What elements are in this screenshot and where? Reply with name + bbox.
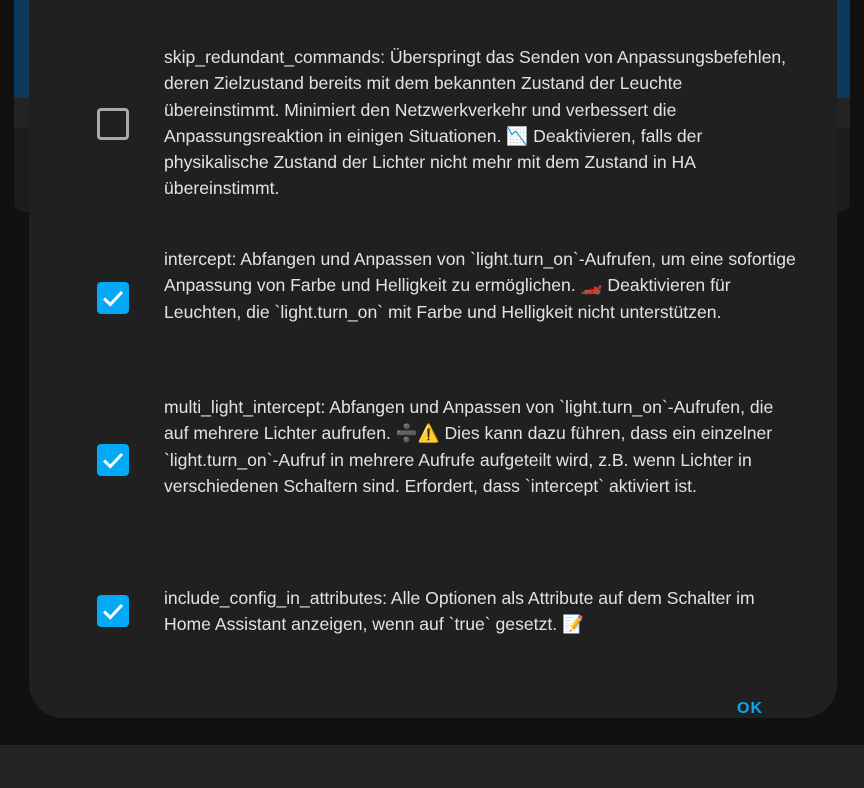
checkbox-multi-light-intercept[interactable] [97,444,129,476]
checkbox-skip-redundant-commands[interactable] [97,108,129,140]
checkbox-intercept[interactable] [97,282,129,314]
option-label: multi_light_intercept: Abfangen und Anpassen von `light.turn_on`-Aufrufen, die auf mehrere Lichter aufrufen. ➗⚠️ Dies kann dazu führen, dass ein einzelner `light.turn_on`-Aufruf in mehrere Aufrufe aufgeteilt wird, z.B. wenn Lichter in verschiedenen Schaltern sind. Erfordert, dass `intercept` aktiviert ist. [164,397,774,496]
options-dialog [29,0,837,718]
checkmark-icon [101,448,125,472]
option-label: include_config_in_attributes: Alle Optionen als Attribute auf dem Schalter im Home Assistant anzeigen, wenn auf `true` gesetzt. 📝 [164,588,755,635]
ok-button[interactable]: OK [737,700,767,718]
checkmark-icon [101,286,125,310]
bottom-bar [0,745,864,788]
checkbox-include-config-in-attributes[interactable] [97,595,129,627]
option-label: intercept: Abfangen und Anpassen von `light.turn_on`-Aufrufen, um eine sofortige Anpassung von Farbe und Helligkeit zu ermöglichen. 🏎️ Deaktivieren für Leuchten, die `light.turn_on` mit Farbe und Helligkeit nicht unterstützen. [164,249,796,322]
option-label: skip_redundant_commands: Überspringt das Senden von Anpassungsbefehlen, deren Zielzustand bereits mit dem bekannten Zustand der Leuchte übereinstimmt. Minimiert den Netzwerkverkehr und verbessert die Anpassungsreaktion in einigen Situationen. 📉 Deaktivieren, falls der physikalische Zustand der Lichter nicht mehr mit dem Zustand in HA übereinstimmt. [164,47,787,199]
checkmark-icon [101,599,125,623]
